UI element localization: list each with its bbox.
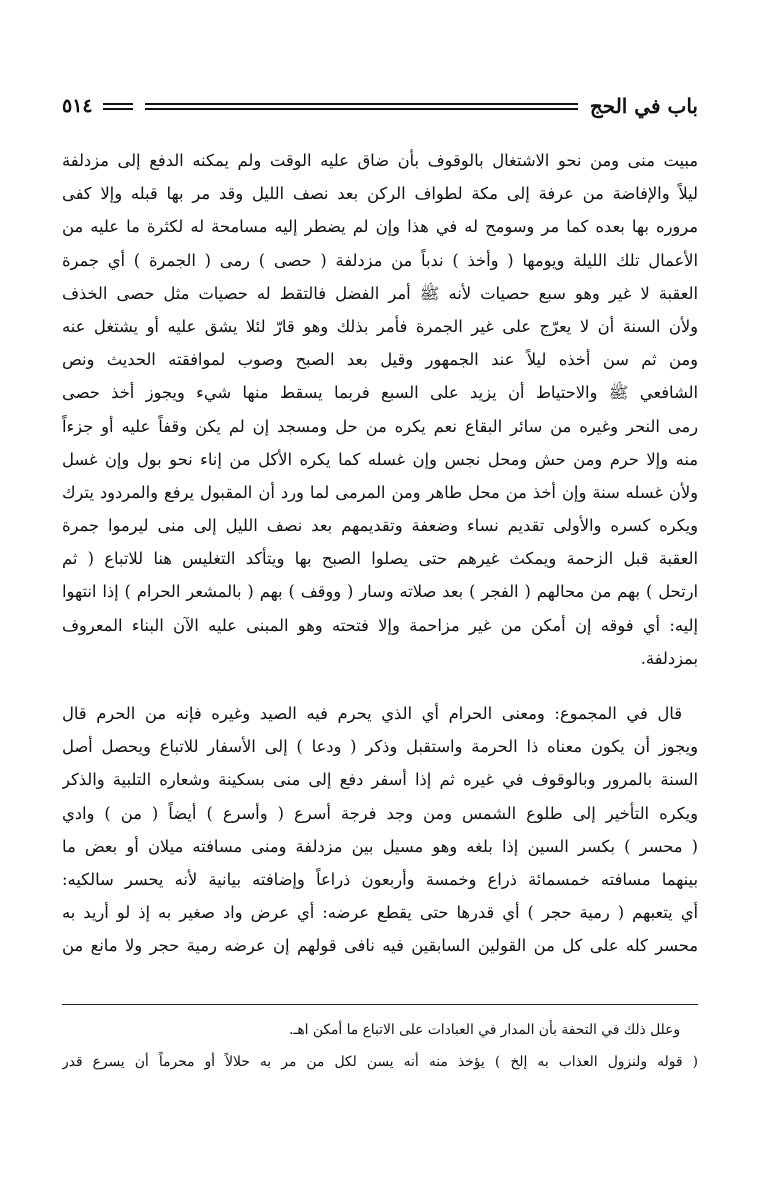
text-line: مبيت منى ومن نحو الاشتغال بالوقوف بأن ضاق عليه الوقت ولم يمكنه الدفع إلى مزدلفة bbox=[62, 151, 698, 170]
text-line: إليه: أي فوقه إن أمكن من غير مزاحمة وإلا فتحته وهو المبنى عليه الآن البناء المعروف bbox=[62, 615, 698, 635]
footnote-divider bbox=[62, 1004, 698, 1005]
text-line: بينهما مسافته خمسمائة ذراع وخمسة وأربعون ذراعاً وإضافته بيانية لأنه يحسر سالكيه: bbox=[62, 869, 698, 889]
text-line: ارتحل ) بهم من محالهم ( الفجر ) بعد صلاته وسار ( ووقف ) بهم ( بالمشعر الحرام ) إذا انتهوا bbox=[62, 582, 698, 602]
text-line: ولأن غسله سنة وإن أخذ من محل طاهر ومن المرمى لما ورد أن المقبول يرفع والمردود يترك bbox=[62, 482, 698, 502]
text-line: ويجوز أن يكون معناه ذا الحرمة واستقبل وذكر ( ودعا ) إلى الأسفار للاتباع ويحصل أصل bbox=[62, 737, 698, 757]
page-number: ٥١٤ bbox=[62, 95, 93, 117]
paragraph-gap bbox=[62, 675, 698, 697]
text-line: ليلاً والإفاضة من عرفة إلى مكة لطواف الركن بعد نصف الليل وقد مر بها قبله وإلا كفى bbox=[62, 184, 698, 204]
text-line: قال في المجموع: ومعنى الحرام أي الذي يحرم فيه الصيد وغيره فإنه من الحرم قال bbox=[62, 704, 682, 723]
text-line: ( محسر ) بكسر السين إذا بلغه وهو مسيل بين مزدلفة ومنى مسافته ميلان أو بعض ما bbox=[62, 836, 698, 856]
header-rule-short bbox=[103, 102, 133, 111]
text-line: أي يتعبهم ( رمية حجر ) أي قدرها حتى يقطع عرضه: أي عرض واد صغير به إذ لو أريد به bbox=[62, 903, 698, 923]
text-line: مروره بها بعده كما مر وسومح له في هذا وإن لم يضطر إليه مسامحة له لكثرة ما عليه من bbox=[62, 217, 698, 237]
text-line: العقبة لا غير وهو سبع حصيات لأنه ﷺ أمر الفضل فالتقط له حصيات مثل حصى الخذف bbox=[62, 283, 698, 303]
chapter-title: باب في الحج bbox=[589, 94, 698, 118]
text-line: رمى النحر وغيره من سائر البقاع نعم يكره من حل ومسجد إن لم يكن وقفاً عليه أو جزءاً bbox=[62, 416, 698, 436]
text-line: بمزدلفة. bbox=[640, 648, 698, 668]
footnote-line: ( قوله ولنزول العذاب به إلخ ) يؤخذ منه أنه يسن لكل من مر به حلالاً أو محرماً أن يسرع قدر bbox=[62, 1054, 698, 1070]
text-line: السنة بالمرور وبالوقوف في غيره ثم إذا أسفر دفع إلى منى بسكينة وشعاره التلبية والذكر bbox=[62, 770, 698, 790]
text-line: الشافعي ﷺ والاحتياط أن يزيد على السبع فربما يسقط منها شيء ويجوز أخذ حصى bbox=[62, 383, 698, 403]
paragraph-1 bbox=[62, 144, 698, 675]
footnotes bbox=[62, 1014, 698, 1078]
text-line: العقبة قبل الزحمة ويمكث غيرهم حتى يصلوا الصبح بها ويتأكد التغليس هنا للاتباع ( ثم bbox=[62, 549, 698, 569]
text-line: ولأن السنة أن لا يعرّج على غير الجمرة فأمر بذلك وهو قارّ لئلا يشق عليه أو يشتغل عنه bbox=[62, 316, 698, 336]
paragraph-2 bbox=[62, 697, 698, 963]
header-rule-long bbox=[145, 102, 578, 111]
main-text bbox=[62, 144, 698, 963]
text-line: محسر كله على كل من القولين السابقين فيه نافى قولهم إن عرضه رمية حجر ولا مانع من bbox=[62, 936, 698, 956]
text-line: ويكره كسره والأولى تقديم نساء وضعفة وتقديمهم بعد نصف الليل إلى منى ليرموا جمرة bbox=[62, 516, 698, 536]
page-header bbox=[62, 94, 698, 118]
text-line: ومن ثم سن أخذه ليلاً عند الجمهور وقيل بعد الصبح وصوب لموافقته الحديث ونص bbox=[62, 350, 698, 370]
text-line: الأعمال تلك الليلة ويومها ( وأخذ ) ندباً من مزدلفة ( حصى ) رمى ( الجمرة ) أي جمرة bbox=[62, 250, 698, 270]
footnote-line: وعلل ذلك في التحفة بأن المدار في العبادات على الاتباع ما أمكن اهـ. bbox=[288, 1022, 680, 1038]
text-line: ويكره التأخير إلى طلوع الشمس ومن وجد فرجة أسرع ( وأسرع ) أيضاً ( من ) وادي bbox=[62, 803, 698, 823]
text-line: منه وإلا حرم ومن حش ومحل نجس وإن غسله كما يكره الأكل من إناء نحو بول وإن غسل bbox=[62, 449, 698, 469]
